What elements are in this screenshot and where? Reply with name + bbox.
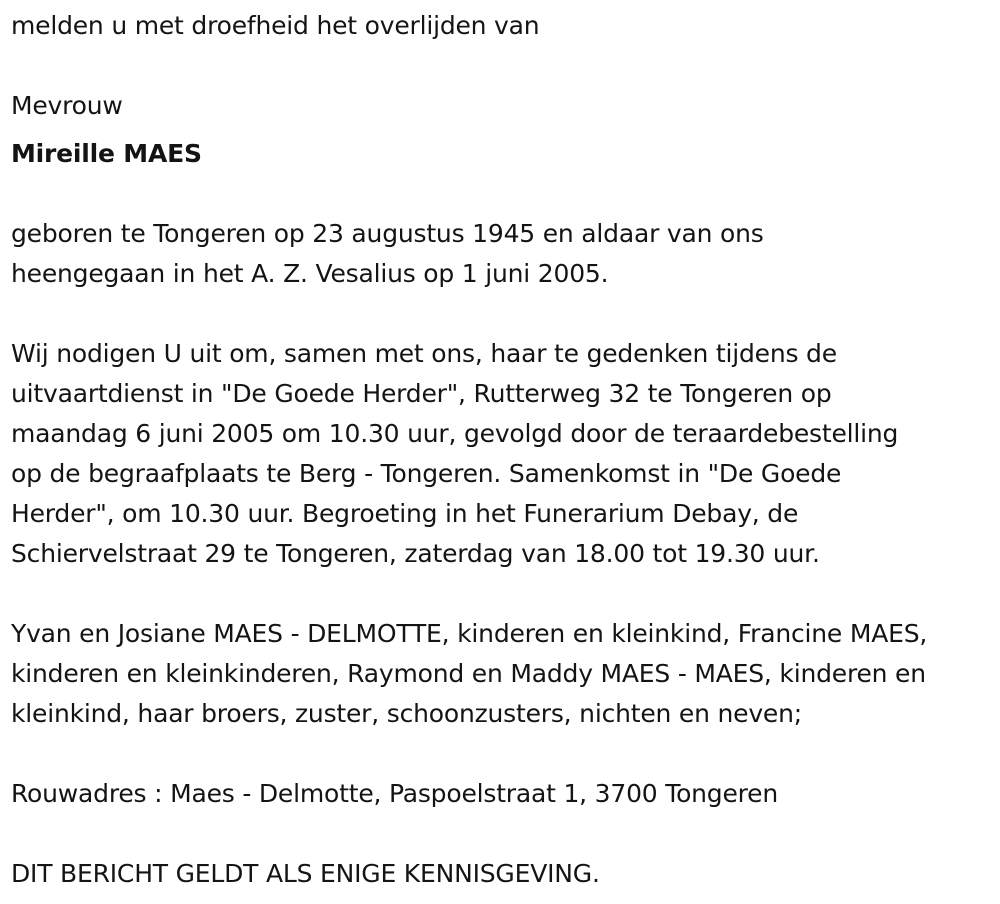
death-notice: [11, 6, 996, 894]
paragraph-line: Yvan en Josiane MAES - DELMOTTE, kinderen en kleinkind, Francine MAES,: [11, 619, 928, 648]
spacer: [11, 814, 996, 854]
intro-text: melden u met droefheid het overlijden van: [11, 11, 540, 40]
closing-statement: DIT BERICHT GELDT ALS ENIGE KENNISGEVING.: [11, 859, 600, 888]
paragraph-line: Schiervelstraat 29 te Tongeren, zaterdag van 18.00 tot 19.30 uur.: [11, 539, 820, 568]
spacer: [11, 574, 996, 614]
mourning-address: Rouwadres : Maes - Delmotte, Paspoelstraat 1, 3700 Tongeren: [11, 779, 779, 808]
family-paragraph: [11, 614, 996, 734]
birth-death-paragraph: [11, 214, 996, 294]
spacer: [11, 294, 996, 334]
service-paragraph: [11, 334, 996, 574]
spacer: [11, 174, 996, 214]
paragraph-line: kinderen en kleinkinderen, Raymond en Maddy MAES - MAES, kinderen en: [11, 659, 926, 688]
paragraph-line: uitvaartdienst in "De Goede Herder", Rutterweg 32 te Tongeren op: [11, 379, 832, 408]
deceased-name: Mireille MAES: [11, 139, 202, 168]
paragraph-line: kleinkind, haar broers, zuster, schoonzusters, nichten en neven;: [11, 699, 802, 728]
paragraph-line: Herder", om 10.30 uur. Begroeting in het Funerarium Debay, de: [11, 499, 799, 528]
paragraph-line: maandag 6 juni 2005 om 10.30 uur, gevolgd door de teraardebestelling: [11, 419, 899, 448]
spacer: [11, 734, 996, 774]
paragraph-line: heengegaan in het A. Z. Vesalius op 1 juni 2005.: [11, 259, 609, 288]
paragraph-line: op de begraafplaats te Berg - Tongeren. Samenkomst in "De Goede: [11, 459, 842, 488]
salutation: Mevrouw: [11, 91, 123, 120]
paragraph-line: geboren te Tongeren op 23 augustus 1945 en aldaar van ons: [11, 219, 764, 248]
spacer: [11, 46, 996, 86]
paragraph-line: Wij nodigen U uit om, samen met ons, haar te gedenken tijdens de: [11, 339, 837, 368]
